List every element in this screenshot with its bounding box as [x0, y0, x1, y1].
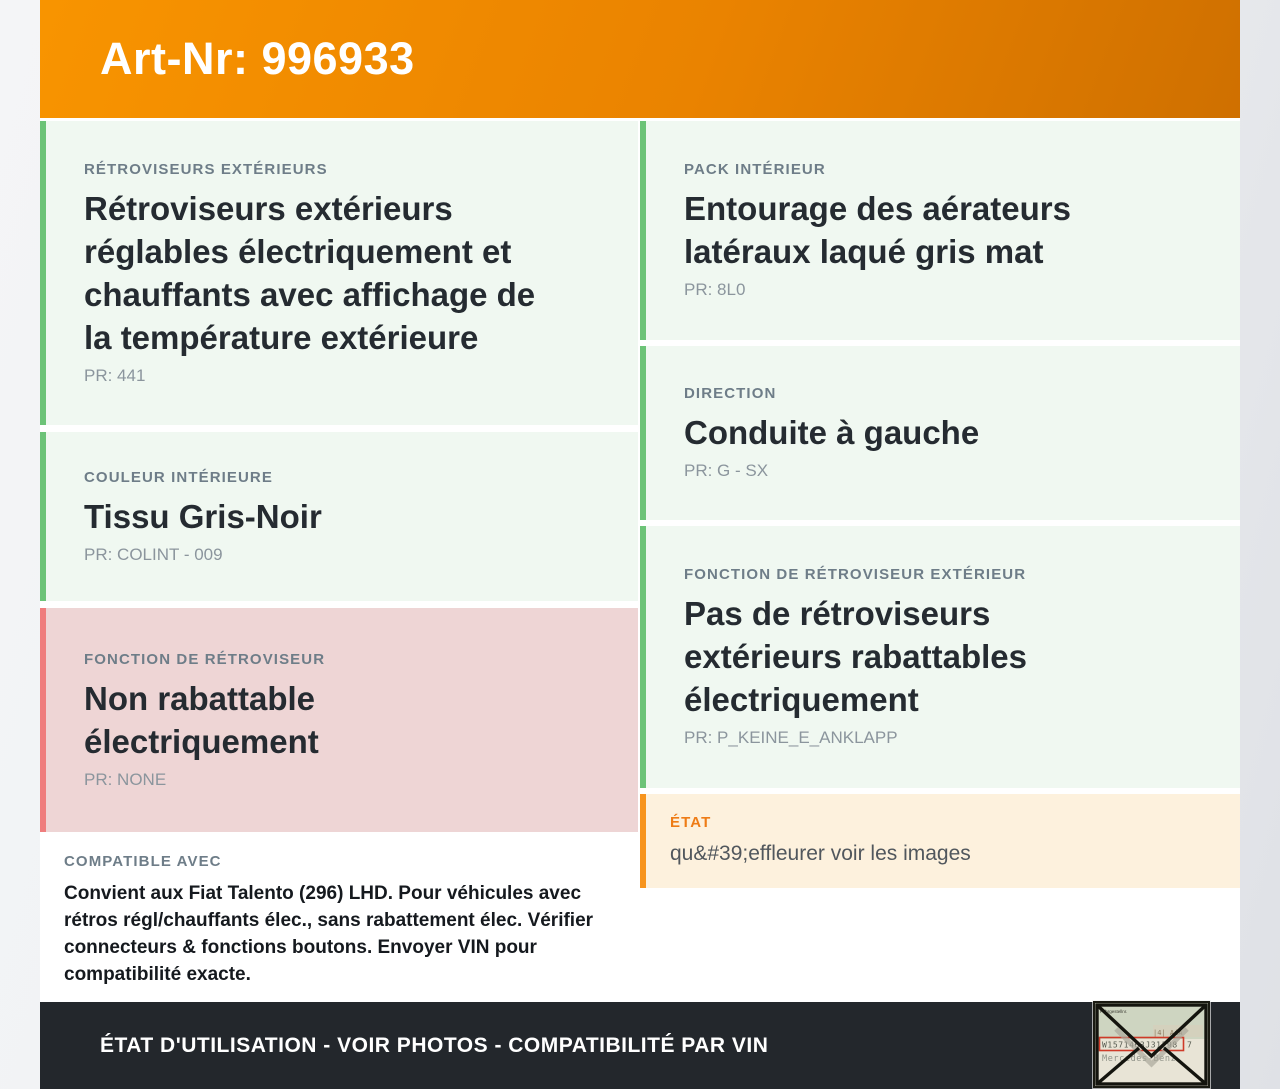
main-content — [40, 118, 1240, 1002]
spec-card-pr-code: PR: 441 — [84, 365, 146, 385]
brand-text: Mercedes-Benz — [1102, 1054, 1177, 1064]
spec-card-title: Pas de rétroviseurs extérieurs rabattables électriquement — [684, 595, 1028, 718]
spec-card-label: COULEUR INTÉRIEURE — [84, 468, 273, 486]
spec-card-title: Conduite à gauche — [684, 414, 980, 451]
spec-card-pr-code: PR: NONE — [84, 769, 167, 789]
vin-document-thumbnail — [1093, 1001, 1210, 1088]
left-column — [40, 121, 638, 1002]
spec-card-pack-interieur — [640, 121, 1240, 340]
spec-card-pr-code: PR: COLINT - 009 — [84, 544, 223, 564]
compatibility-text: Convient aux Fiat Talento (296) LHD. Pour véhicules avec rétros régl/chauffants élec., sans rabattement élec. Vérifier connecteurs & fonctions boutons. Envoyer VIN pour compatibilité exacte. — [64, 883, 594, 985]
spec-card-retroviseurs-exterieurs — [40, 121, 638, 425]
spec-card-pr-code: PR: 8L0 — [684, 280, 746, 299]
spec-card-label: DIRECTION — [684, 385, 777, 402]
spec-card-direction — [640, 346, 1240, 520]
spec-card-fonction-retroviseur — [40, 608, 638, 832]
etat-text: qu&#39;effleurer voir les images — [670, 842, 971, 865]
compatibility-card — [40, 839, 638, 1002]
footer-banner — [40, 1002, 1240, 1089]
vin-text: W1571463J31298 — [1102, 1040, 1178, 1050]
spec-card-title: Tissu Gris-Noir — [84, 497, 322, 535]
article-number-title: Art-Nr: 996933 — [100, 33, 415, 84]
vin-document-image — [1095, 1003, 1208, 1086]
spec-card-label: FONCTION DE RÉTROVISEUR — [84, 650, 326, 668]
etat-card-label: ÉTAT — [670, 814, 712, 831]
header-banner — [40, 0, 1240, 118]
listing-sheet — [40, 0, 1240, 1089]
etat-card — [640, 794, 1240, 888]
spec-card-title: Entourage des aérateurs latéraux laqué gris mat — [684, 190, 1071, 270]
right-column — [640, 121, 1240, 1002]
footer-banner-text: ÉTAT D'UTILISATION - VOIR PHOTOS - COMPATIBILITÉ PAR VIN — [100, 1033, 769, 1057]
spec-card-label: FONCTION DE RÉTROVISEUR EXTÉRIEUR — [684, 566, 1027, 583]
vin-suffix-text: 7 — [1187, 1040, 1192, 1050]
doc-row-fragment: |4| AiA — [1153, 1029, 1183, 1037]
spec-card-title: Non rabattable électriquement — [84, 679, 319, 760]
spec-card-title: Rétroviseurs extérieurs réglables électriquement et chauffants avec affichage de la température extérieure — [84, 189, 536, 356]
spec-card-fonction-retroviseur-exterieur — [640, 526, 1240, 788]
spec-card-label: PACK INTÉRIEUR — [684, 161, 826, 178]
doc-label-text: Fahrgestellnr. — [1100, 1009, 1128, 1014]
spec-card-label: RÉTROVISEURS EXTÉRIEURS — [84, 160, 328, 178]
spec-card-couleur-interieure — [40, 432, 638, 601]
spec-card-pr-code: PR: G - SX — [684, 461, 769, 480]
spec-card-pr-code: PR: P_KEINE_E_ANKLAPP — [684, 728, 898, 747]
compatibility-card-label: COMPATIBLE AVEC — [64, 853, 222, 870]
